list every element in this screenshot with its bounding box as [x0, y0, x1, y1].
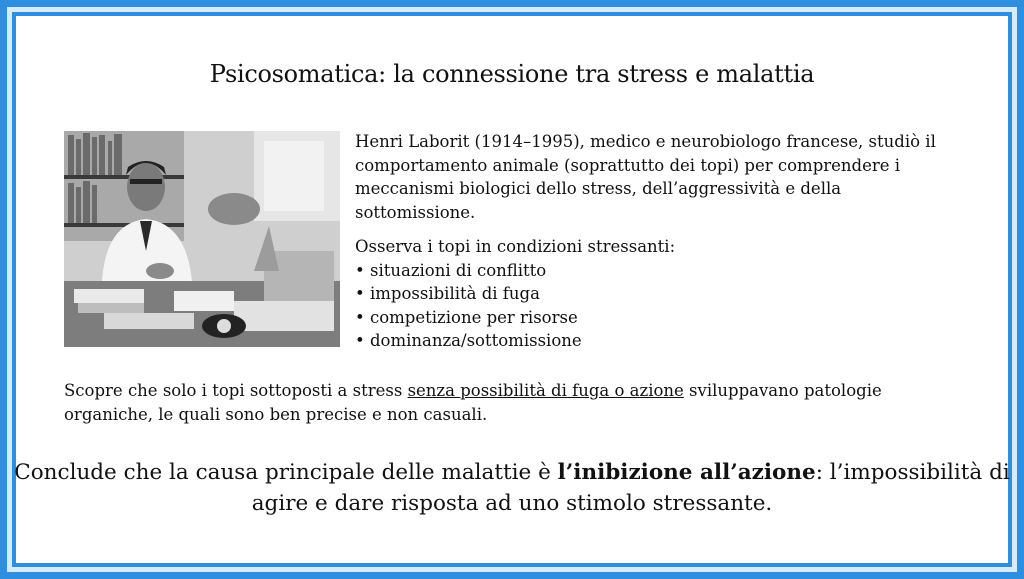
- conclusion-paragraph: [0, 457, 1024, 519]
- observations-list: [355, 259, 955, 353]
- conclusion-text-start: Conclude che la causa principale delle malattie è: [14, 460, 558, 485]
- list-item: • dominanza/sottomissione: [355, 329, 955, 353]
- observations-heading: Osserva i topi in condizioni stressanti:: [355, 237, 676, 256]
- observations-block: [355, 235, 955, 353]
- discovery-text-end: sviluppavano patologie organiche, le quali sono ben precise e non casuali.: [64, 381, 882, 424]
- intro-paragraph: Henri Laborit (1914–1995), medico e neurobiologo francese, studiò il comportamento animale (soprattutto dei topi) per comprendere i meccanismi biologici dello stress, dell’aggressività e della sottomissione.: [355, 132, 936, 222]
- discovery-paragraph: [64, 379, 954, 426]
- slide-title: Psicosomatica: la connessione tra stress e malattia: [209, 60, 815, 88]
- list-item: • situazioni di conflitto: [355, 259, 955, 283]
- conclusion-bold-text: l’inibizione all’azione: [557, 460, 816, 485]
- discovery-text-start: Scopre che solo i topi sottoposti a stress: [64, 381, 408, 400]
- discovery-underlined-text: senza possibilità di fuga o azione: [407, 381, 684, 400]
- laborit-photo: [64, 131, 340, 347]
- conclusion-text-end: : l’impossibilità di agire e dare risposta ad uno stimolo stressante.: [251, 460, 1010, 516]
- list-item: • impossibilità di fuga: [355, 282, 955, 306]
- list-item: • competizione per risorse: [355, 306, 955, 330]
